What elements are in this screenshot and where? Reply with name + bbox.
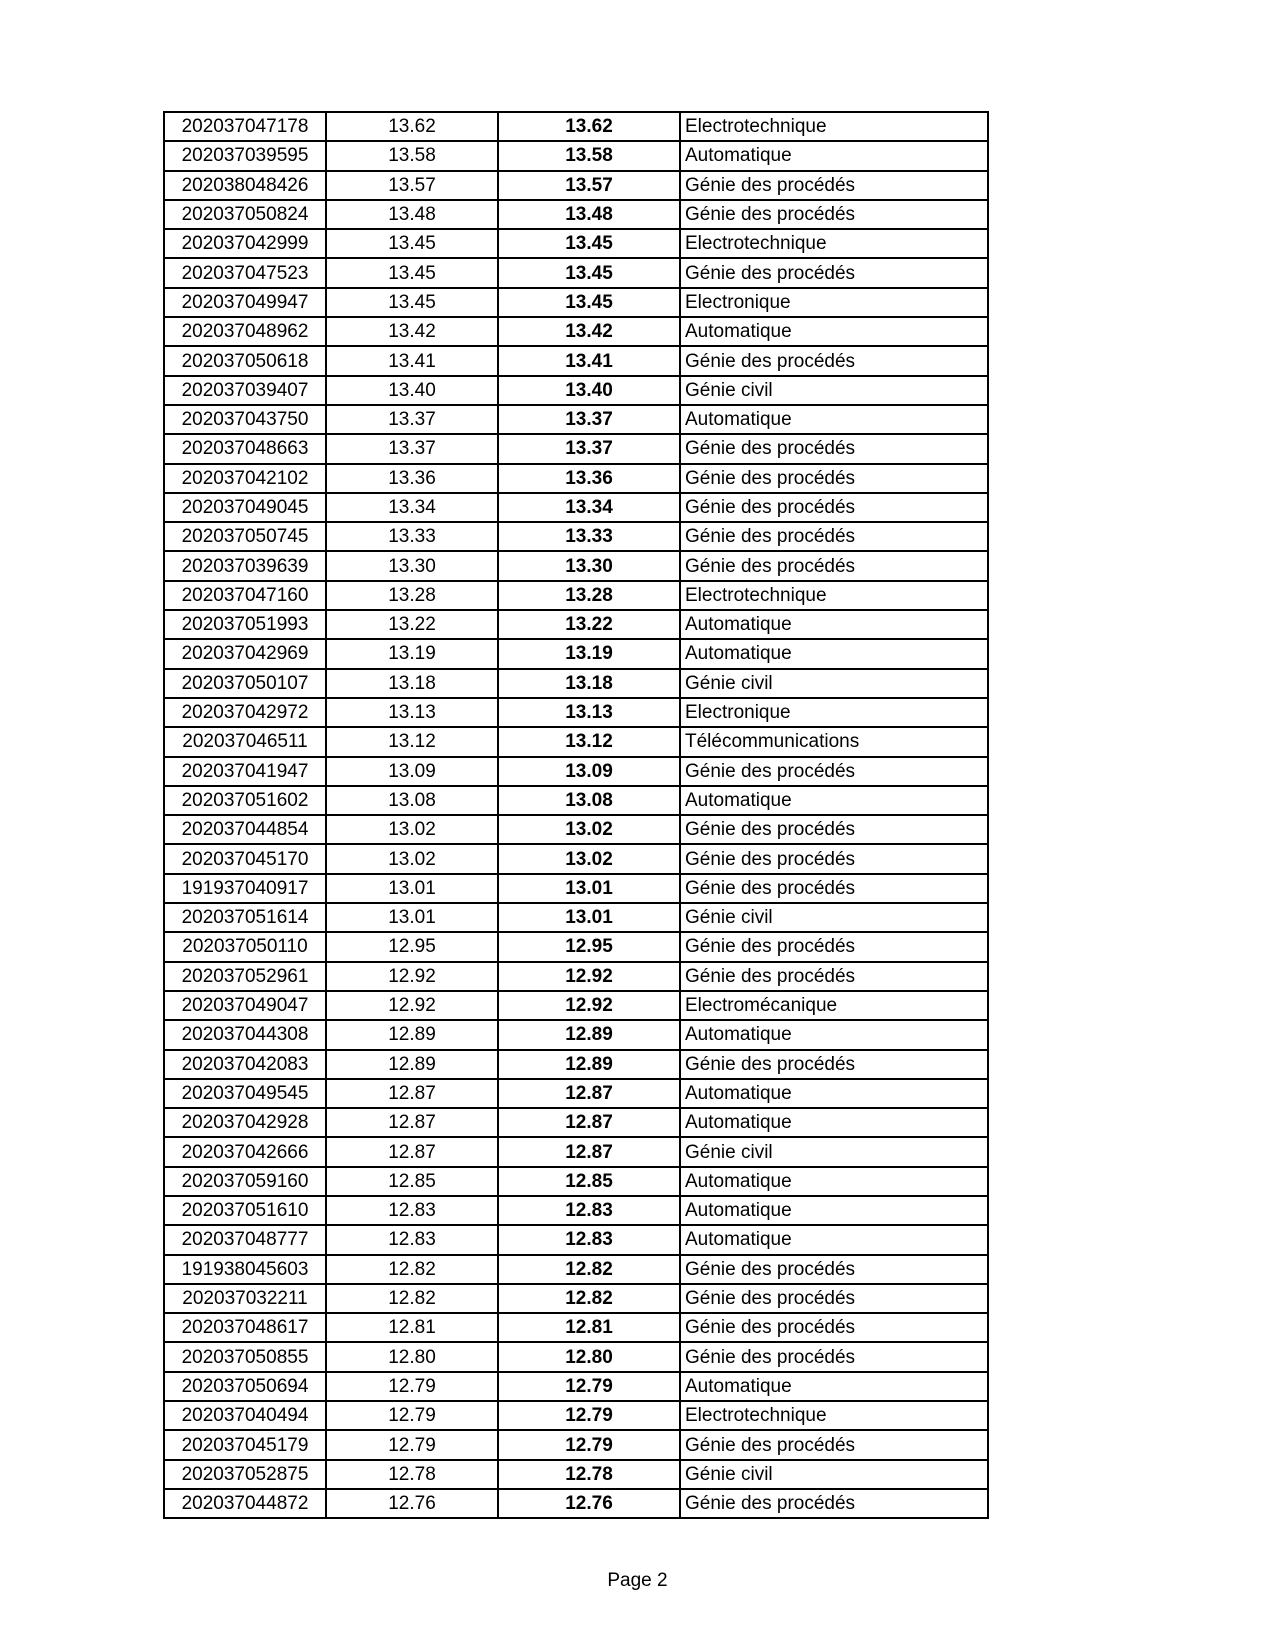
table-row (164, 757, 988, 786)
student-id-cell: 202037045170 (164, 844, 326, 873)
final-grade-cell: 12.92 (498, 991, 680, 1020)
student-id-cell: 202037050824 (164, 200, 326, 229)
average-cell: 12.79 (326, 1372, 498, 1401)
student-id-cell: 202037051602 (164, 786, 326, 815)
table-row (164, 639, 988, 668)
table-row (164, 405, 988, 434)
table-row (164, 1050, 988, 1079)
student-id-cell: 202037049545 (164, 1079, 326, 1108)
table-row (164, 434, 988, 463)
table-row (164, 551, 988, 580)
table-row (164, 1401, 988, 1430)
student-id-cell: 202037051614 (164, 903, 326, 932)
table-row (164, 1079, 988, 1108)
final-grade-cell: 13.01 (498, 874, 680, 903)
average-cell: 13.37 (326, 434, 498, 463)
student-id-cell: 202038048426 (164, 171, 326, 200)
specialty-cell: Génie des procédés (680, 815, 988, 844)
average-cell: 13.45 (326, 258, 498, 287)
table-row (164, 727, 988, 756)
student-id-cell: 202037042969 (164, 639, 326, 668)
table-row (164, 844, 988, 873)
final-grade-cell: 13.09 (498, 757, 680, 786)
student-id-cell: 191938045603 (164, 1255, 326, 1284)
student-id-cell: 202037041947 (164, 757, 326, 786)
final-grade-cell: 12.87 (498, 1108, 680, 1137)
table-row (164, 1372, 988, 1401)
average-cell: 13.02 (326, 844, 498, 873)
average-cell: 13.30 (326, 551, 498, 580)
final-grade-cell: 12.89 (498, 1050, 680, 1079)
average-cell: 12.79 (326, 1430, 498, 1459)
final-grade-cell: 12.76 (498, 1489, 680, 1518)
table-row (164, 1020, 988, 1049)
average-cell: 13.12 (326, 727, 498, 756)
average-cell: 13.18 (326, 669, 498, 698)
table-row (164, 1430, 988, 1459)
specialty-cell: Automatique (680, 639, 988, 668)
table-row (164, 815, 988, 844)
specialty-cell: Génie des procédés (680, 844, 988, 873)
table-row (164, 1313, 988, 1342)
final-grade-cell: 13.28 (498, 581, 680, 610)
final-grade-cell: 12.78 (498, 1460, 680, 1489)
average-cell: 13.22 (326, 610, 498, 639)
specialty-cell: Génie des procédés (680, 434, 988, 463)
final-grade-cell: 13.45 (498, 229, 680, 258)
average-cell: 13.34 (326, 493, 498, 522)
table-row (164, 991, 988, 1020)
table-row (164, 171, 988, 200)
table-row (164, 1196, 988, 1225)
specialty-cell: Electromécanique (680, 991, 988, 1020)
specialty-cell: Génie des procédés (680, 1313, 988, 1342)
final-grade-cell: 12.92 (498, 962, 680, 991)
specialty-cell: Electronique (680, 698, 988, 727)
student-id-cell: 202037042102 (164, 464, 326, 493)
specialty-cell: Electrotechnique (680, 581, 988, 610)
average-cell: 12.92 (326, 991, 498, 1020)
specialty-cell: Génie des procédés (680, 551, 988, 580)
student-id-cell: 202037045179 (164, 1430, 326, 1459)
specialty-cell: Génie des procédés (680, 757, 988, 786)
student-id-cell: 202037042972 (164, 698, 326, 727)
specialty-cell: Automatique (680, 141, 988, 170)
final-grade-cell: 13.37 (498, 405, 680, 434)
final-grade-cell: 12.79 (498, 1430, 680, 1459)
results-table (163, 111, 989, 1519)
page-number: Page 2 (607, 1570, 668, 1591)
final-grade-cell: 13.19 (498, 639, 680, 668)
table-row (164, 1342, 988, 1371)
table-row (164, 932, 988, 961)
student-id-cell: 202037050110 (164, 932, 326, 961)
table-row (164, 1489, 988, 1518)
average-cell: 13.01 (326, 903, 498, 932)
final-grade-cell: 13.48 (498, 200, 680, 229)
table-row (164, 522, 988, 551)
specialty-cell: Automatique (680, 405, 988, 434)
student-id-cell: 202037039407 (164, 376, 326, 405)
final-grade-cell: 13.02 (498, 844, 680, 873)
table-row (164, 1225, 988, 1254)
specialty-cell: Génie des procédés (680, 874, 988, 903)
student-id-cell: 202037049947 (164, 288, 326, 317)
specialty-cell: Génie civil (680, 1137, 988, 1166)
student-id-cell: 202037040494 (164, 1401, 326, 1430)
average-cell: 13.58 (326, 141, 498, 170)
average-cell: 13.41 (326, 346, 498, 375)
student-id-cell: 202037044854 (164, 815, 326, 844)
average-cell: 13.48 (326, 200, 498, 229)
final-grade-cell: 13.01 (498, 903, 680, 932)
average-cell: 12.82 (326, 1284, 498, 1313)
table-row (164, 962, 988, 991)
final-grade-cell: 13.40 (498, 376, 680, 405)
table-row (164, 610, 988, 639)
average-cell: 12.78 (326, 1460, 498, 1489)
student-id-cell: 202037047178 (164, 112, 326, 141)
specialty-cell: Automatique (680, 1020, 988, 1049)
average-cell: 13.37 (326, 405, 498, 434)
student-id-cell: 202037042666 (164, 1137, 326, 1166)
specialty-cell: Génie des procédés (680, 1430, 988, 1459)
specialty-cell: Génie des procédés (680, 346, 988, 375)
average-cell: 13.09 (326, 757, 498, 786)
specialty-cell: Génie civil (680, 669, 988, 698)
student-id-cell: 202037049047 (164, 991, 326, 1020)
final-grade-cell: 13.22 (498, 610, 680, 639)
specialty-cell: Automatique (680, 1225, 988, 1254)
specialty-cell: Automatique (680, 786, 988, 815)
average-cell: 13.19 (326, 639, 498, 668)
final-grade-cell: 13.42 (498, 317, 680, 346)
average-cell: 12.83 (326, 1225, 498, 1254)
specialty-cell: Automatique (680, 1079, 988, 1108)
student-id-cell: 202037052875 (164, 1460, 326, 1489)
specialty-cell: Génie des procédés (680, 171, 988, 200)
final-grade-cell: 12.83 (498, 1225, 680, 1254)
student-id-cell: 202037050745 (164, 522, 326, 551)
average-cell: 13.42 (326, 317, 498, 346)
student-id-cell: 202037059160 (164, 1167, 326, 1196)
specialty-cell: Electronique (680, 288, 988, 317)
specialty-cell: Automatique (680, 1372, 988, 1401)
average-cell: 12.89 (326, 1050, 498, 1079)
table-row (164, 112, 988, 141)
table-row (164, 346, 988, 375)
specialty-cell: Automatique (680, 1108, 988, 1137)
specialty-cell: Télécommunications (680, 727, 988, 756)
table-row (164, 1460, 988, 1489)
final-grade-cell: 12.82 (498, 1284, 680, 1313)
specialty-cell: Génie des procédés (680, 258, 988, 287)
average-cell: 12.87 (326, 1079, 498, 1108)
specialty-cell: Génie des procédés (680, 1255, 988, 1284)
specialty-cell: Génie des procédés (680, 493, 988, 522)
table-row (164, 1108, 988, 1137)
table-row (164, 874, 988, 903)
student-id-cell: 202037048962 (164, 317, 326, 346)
average-cell: 13.36 (326, 464, 498, 493)
final-grade-cell: 13.12 (498, 727, 680, 756)
student-id-cell: 202037042999 (164, 229, 326, 258)
table-row (164, 581, 988, 610)
results-table-body (164, 112, 988, 1518)
table-row (164, 1167, 988, 1196)
average-cell: 12.95 (326, 932, 498, 961)
student-id-cell: 202037050694 (164, 1372, 326, 1401)
results-table-container (163, 111, 989, 1519)
student-id-cell: 202037039639 (164, 551, 326, 580)
average-cell: 13.40 (326, 376, 498, 405)
specialty-cell: Electrotechnique (680, 112, 988, 141)
student-id-cell: 202037047160 (164, 581, 326, 610)
student-id-cell: 202037044308 (164, 1020, 326, 1049)
average-cell: 12.83 (326, 1196, 498, 1225)
final-grade-cell: 13.45 (498, 258, 680, 287)
average-cell: 13.28 (326, 581, 498, 610)
table-row (164, 141, 988, 170)
final-grade-cell: 12.79 (498, 1372, 680, 1401)
average-cell: 12.82 (326, 1255, 498, 1284)
student-id-cell: 191937040917 (164, 874, 326, 903)
final-grade-cell: 12.83 (498, 1196, 680, 1225)
student-id-cell: 202037043750 (164, 405, 326, 434)
average-cell: 12.79 (326, 1401, 498, 1430)
specialty-cell: Automatique (680, 1167, 988, 1196)
final-grade-cell: 12.95 (498, 932, 680, 961)
student-id-cell: 202037051610 (164, 1196, 326, 1225)
student-id-cell: 202037050107 (164, 669, 326, 698)
table-row (164, 288, 988, 317)
student-id-cell: 202037032211 (164, 1284, 326, 1313)
final-grade-cell: 12.80 (498, 1342, 680, 1371)
specialty-cell: Génie civil (680, 1460, 988, 1489)
average-cell: 12.92 (326, 962, 498, 991)
average-cell: 12.80 (326, 1342, 498, 1371)
student-id-cell: 202037044872 (164, 1489, 326, 1518)
specialty-cell: Electrotechnique (680, 1401, 988, 1430)
table-row (164, 464, 988, 493)
final-grade-cell: 13.37 (498, 434, 680, 463)
final-grade-cell: 12.87 (498, 1079, 680, 1108)
student-id-cell: 202037048617 (164, 1313, 326, 1342)
student-id-cell: 202037046511 (164, 727, 326, 756)
average-cell: 13.01 (326, 874, 498, 903)
table-row (164, 317, 988, 346)
specialty-cell: Génie des procédés (680, 932, 988, 961)
average-cell: 12.85 (326, 1167, 498, 1196)
average-cell: 13.57 (326, 171, 498, 200)
specialty-cell: Génie des procédés (680, 1489, 988, 1518)
student-id-cell: 202037052961 (164, 962, 326, 991)
specialty-cell: Génie des procédés (680, 962, 988, 991)
table-row (164, 698, 988, 727)
average-cell: 13.13 (326, 698, 498, 727)
average-cell: 13.08 (326, 786, 498, 815)
specialty-cell: Génie des procédés (680, 1342, 988, 1371)
specialty-cell: Electrotechnique (680, 229, 988, 258)
specialty-cell: Génie des procédés (680, 464, 988, 493)
average-cell: 12.81 (326, 1313, 498, 1342)
student-id-cell: 202037042083 (164, 1050, 326, 1079)
average-cell: 12.76 (326, 1489, 498, 1518)
student-id-cell: 202037049045 (164, 493, 326, 522)
final-grade-cell: 12.87 (498, 1137, 680, 1166)
final-grade-cell: 12.89 (498, 1020, 680, 1049)
average-cell: 12.87 (326, 1137, 498, 1166)
average-cell: 13.45 (326, 288, 498, 317)
final-grade-cell: 13.02 (498, 815, 680, 844)
student-id-cell: 202037048777 (164, 1225, 326, 1254)
student-id-cell: 202037050855 (164, 1342, 326, 1371)
final-grade-cell: 12.79 (498, 1401, 680, 1430)
final-grade-cell: 12.82 (498, 1255, 680, 1284)
student-id-cell: 202037050618 (164, 346, 326, 375)
specialty-cell: Génie des procédés (680, 200, 988, 229)
specialty-cell: Automatique (680, 610, 988, 639)
specialty-cell: Génie des procédés (680, 1284, 988, 1313)
final-grade-cell: 12.85 (498, 1167, 680, 1196)
final-grade-cell: 13.41 (498, 346, 680, 375)
table-row (164, 493, 988, 522)
table-row (164, 376, 988, 405)
final-grade-cell: 13.58 (498, 141, 680, 170)
final-grade-cell: 13.36 (498, 464, 680, 493)
final-grade-cell: 12.81 (498, 1313, 680, 1342)
table-row (164, 258, 988, 287)
student-id-cell: 202037048663 (164, 434, 326, 463)
final-grade-cell: 13.13 (498, 698, 680, 727)
table-row (164, 1137, 988, 1166)
student-id-cell: 202037051993 (164, 610, 326, 639)
specialty-cell: Génie des procédés (680, 1050, 988, 1079)
average-cell: 12.89 (326, 1020, 498, 1049)
final-grade-cell: 13.33 (498, 522, 680, 551)
average-cell: 13.62 (326, 112, 498, 141)
table-row (164, 903, 988, 932)
final-grade-cell: 13.57 (498, 171, 680, 200)
table-row (164, 669, 988, 698)
student-id-cell: 202037047523 (164, 258, 326, 287)
table-row (164, 200, 988, 229)
table-row (164, 1255, 988, 1284)
final-grade-cell: 13.30 (498, 551, 680, 580)
average-cell: 13.33 (326, 522, 498, 551)
student-id-cell: 202037042928 (164, 1108, 326, 1137)
specialty-cell: Automatique (680, 1196, 988, 1225)
student-id-cell: 202037039595 (164, 141, 326, 170)
final-grade-cell: 13.45 (498, 288, 680, 317)
average-cell: 12.87 (326, 1108, 498, 1137)
specialty-cell: Génie des procédés (680, 522, 988, 551)
average-cell: 13.45 (326, 229, 498, 258)
specialty-cell: Automatique (680, 317, 988, 346)
final-grade-cell: 13.08 (498, 786, 680, 815)
table-row (164, 786, 988, 815)
table-row (164, 1284, 988, 1313)
specialty-cell: Génie civil (680, 903, 988, 932)
specialty-cell: Génie civil (680, 376, 988, 405)
average-cell: 13.02 (326, 815, 498, 844)
final-grade-cell: 13.18 (498, 669, 680, 698)
table-row (164, 229, 988, 258)
final-grade-cell: 13.62 (498, 112, 680, 141)
final-grade-cell: 13.34 (498, 493, 680, 522)
